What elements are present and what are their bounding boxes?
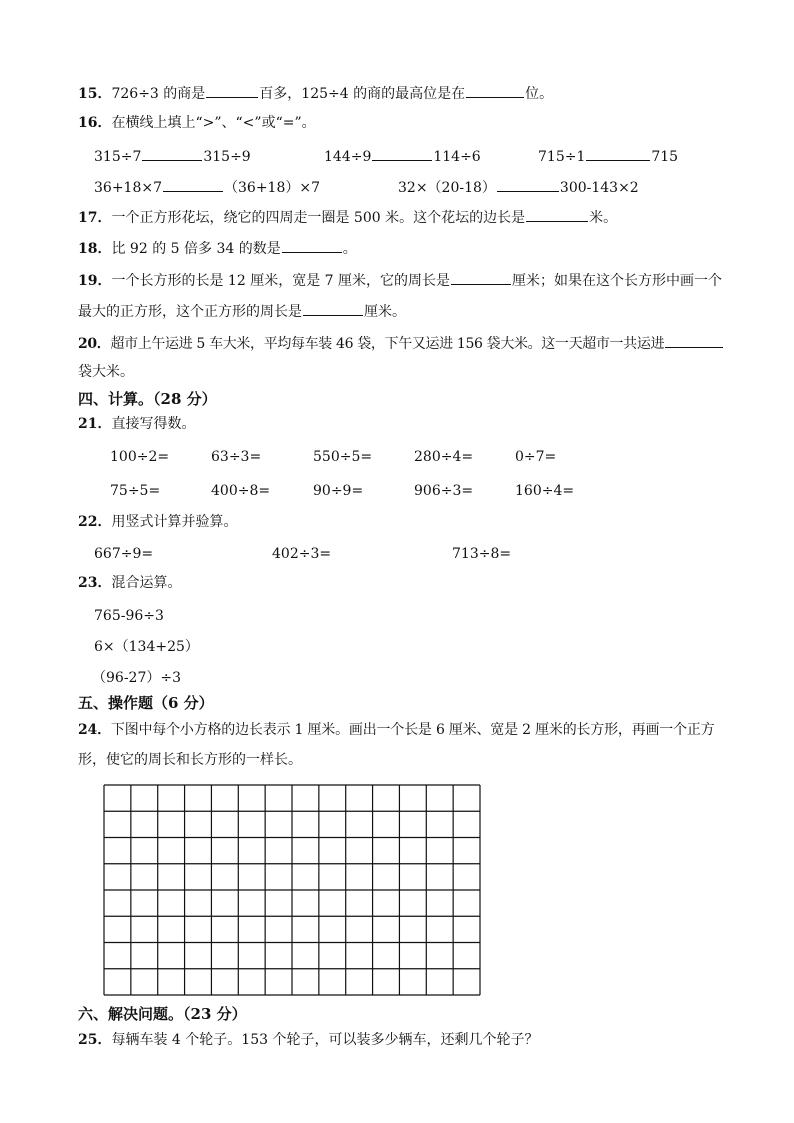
- calc-item: 0÷7=: [515, 449, 557, 465]
- answer-blank[interactable]: [303, 300, 363, 316]
- question-number: 20．: [78, 336, 111, 352]
- question-15: [78, 82, 553, 104]
- question-text: 厘米。: [364, 304, 406, 320]
- question-text: 每辆车装 4 个轮子。153 个轮子，可以装多少辆车，还剩几个轮子？: [111, 1032, 539, 1048]
- calc-item: 280÷4=: [414, 449, 474, 465]
- compare-left: 144÷9: [324, 149, 372, 165]
- question-20: [78, 332, 724, 354]
- question-number: 23．: [78, 575, 112, 591]
- question-number: 24．: [78, 722, 111, 738]
- compare-right: 300-143×2: [559, 180, 639, 196]
- question-text: 混合运算。: [111, 575, 182, 591]
- calc-item: 100÷2=: [110, 449, 170, 465]
- section-heading: 四、计算。（28 分）: [78, 390, 217, 408]
- calc-item: 75÷5=: [110, 483, 161, 499]
- question-24: [78, 720, 715, 740]
- question-text: 位。: [525, 86, 554, 102]
- calc-item: 90÷9=: [313, 483, 364, 499]
- compare-right: （36+18）×7: [224, 180, 320, 196]
- question-number: 18．: [78, 241, 112, 257]
- compare-right: 715: [651, 149, 679, 165]
- answer-blank[interactable]: [282, 237, 342, 253]
- question-text: 。: [342, 241, 357, 257]
- question-text: 最大的正方形，这个正方形的周长是: [78, 304, 302, 320]
- answer-blank[interactable]: [466, 82, 524, 98]
- calc-item: 713÷8=: [452, 546, 512, 562]
- compare-left: 315÷7: [94, 149, 142, 165]
- compare-item: [94, 176, 320, 198]
- calc-item: 765-96÷3: [94, 608, 164, 624]
- calc-item: 400÷8=: [211, 483, 271, 499]
- section-heading: 六、解决问题。（23 分）: [78, 1005, 247, 1023]
- question-text: 米。: [589, 210, 618, 226]
- answer-blank[interactable]: [665, 332, 723, 348]
- section-heading: 五、操作题（6 分）: [78, 694, 214, 712]
- question-text: 下图中每个小方格的边长表示 1 厘米。画出一个长是 6 厘米、宽是 2 厘米的长方形，再画一个正方: [110, 722, 715, 738]
- question-number: 17．: [78, 210, 112, 226]
- calc-item: 906÷3=: [414, 483, 474, 499]
- question-16: [78, 113, 316, 133]
- compare-item: [398, 176, 639, 198]
- answer-blank[interactable]: [497, 176, 559, 192]
- compare-left: 32×（20-18）: [398, 180, 496, 196]
- answer-blank[interactable]: [142, 145, 202, 161]
- compare-item: [324, 145, 481, 167]
- calc-item: 402÷3=: [272, 546, 332, 562]
- compare-right: 114÷6: [433, 149, 481, 165]
- compare-right: 315÷9: [203, 149, 251, 165]
- square-grid[interactable]: [103, 784, 481, 996]
- calc-item: 667÷9=: [94, 546, 154, 562]
- question-24-cont: [78, 750, 302, 770]
- question-text: 直接写得数。: [111, 416, 196, 432]
- calc-item: 550÷5=: [313, 449, 373, 465]
- question-text: 在横线上填上“>”、“<”或“=”。: [111, 115, 316, 131]
- question-25: [78, 1030, 538, 1050]
- answer-blank[interactable]: [451, 269, 511, 285]
- question-text: 比 92 的 5 倍多 34 的数是: [111, 241, 281, 257]
- question-number: 19．: [78, 273, 112, 289]
- question-number: 21．: [78, 416, 112, 432]
- calc-item: （96-27）÷3: [92, 670, 181, 686]
- question-21: [78, 414, 195, 434]
- answer-blank[interactable]: [526, 206, 588, 222]
- compare-left: 715÷1: [538, 149, 586, 165]
- answer-blank[interactable]: [163, 176, 223, 192]
- question-number: 22．: [78, 514, 112, 530]
- calc-item: 6×（134+25）: [94, 639, 199, 655]
- question-text: 用竖式计算并验算。: [111, 514, 238, 530]
- question-text: 一个长方形的长是 12 厘米，宽是 7 厘米，它的周长是: [111, 273, 451, 289]
- question-text: 一个正方形花坛，绕它的四周走一圈是 500 米。这个花坛的边长是: [111, 210, 526, 226]
- question-20-cont: [78, 362, 134, 382]
- calc-item: 160÷4=: [515, 483, 575, 499]
- answer-blank[interactable]: [586, 145, 650, 161]
- answer-blank[interactable]: [206, 82, 258, 98]
- question-18: [78, 237, 357, 259]
- question-text: 百多，125÷4 的商的最高位是在: [259, 86, 466, 102]
- question-text: 袋大米。: [78, 364, 134, 380]
- question-text: 726÷3 的商是: [111, 86, 206, 102]
- compare-item: [538, 145, 678, 167]
- question-number: 15．: [78, 86, 112, 102]
- question-text: 厘米；如果在这个长方形中画一个: [512, 273, 723, 289]
- question-22: [78, 512, 237, 532]
- question-19: [78, 269, 722, 291]
- question-text: 超市上午运进 5 车大米，平均每车装 46 袋，下午又运进 156 袋大米。这一天超市一共运进: [110, 336, 665, 352]
- question-23: [78, 573, 181, 593]
- question-number: 25．: [78, 1032, 112, 1048]
- compare-item: [94, 145, 251, 167]
- question-number: 16．: [78, 115, 112, 131]
- compare-left: 36+18×7: [94, 180, 162, 196]
- calc-item: 63÷3=: [211, 449, 262, 465]
- question-17: [78, 206, 617, 228]
- answer-blank[interactable]: [372, 145, 432, 161]
- question-text: 形，使它的周长和长方形的一样长。: [78, 752, 302, 768]
- question-19-cont: [78, 300, 406, 322]
